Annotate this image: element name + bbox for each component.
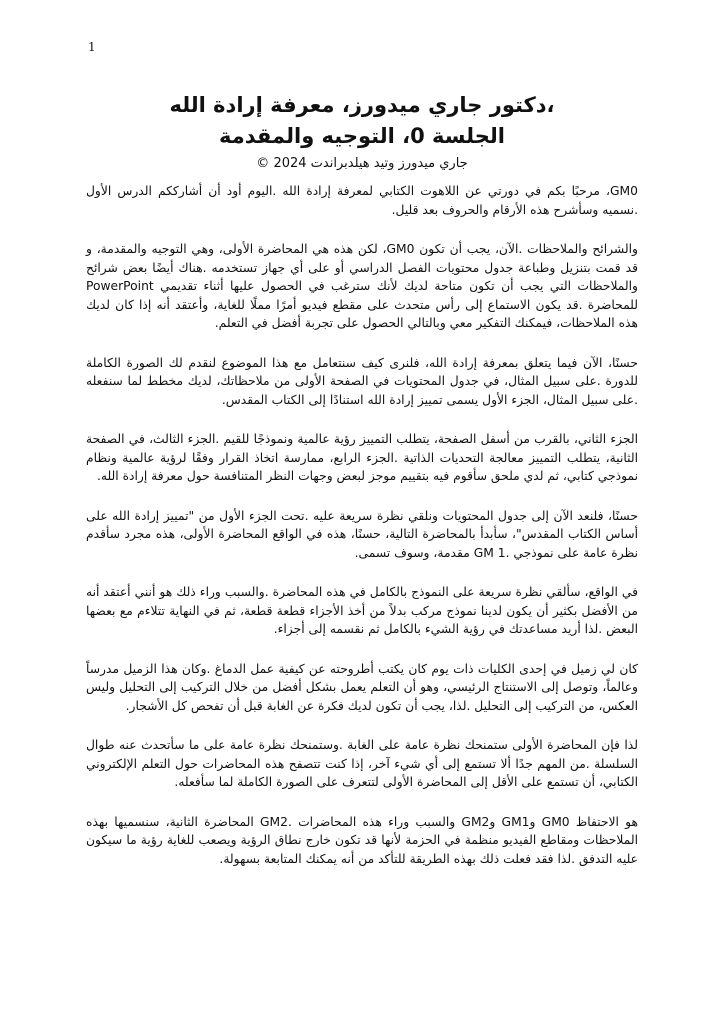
paragraph: هو الاحتفاظ GM0 وGM1 وGM2 والسبب وراء هذه المحاضرات .GM2 المحاضرة الثانية، سنسميها بهذه الملاحظات ومقاطع الفيديو منظمة في الحزمة لأنها قد تكون خارج نطاق الرؤية ويصعب للغاية رؤية ما سيكون عليه التدفق .لذا فقد فعلت ذلك بهذه الطريقة للتأكد من أنه يمكنك المتابعة بسهولة. xyxy=(86,814,638,866)
title-line-1: ،دكتور جاري ميدورز، معرفة إرادة الله xyxy=(169,93,555,117)
document-header xyxy=(80,90,644,174)
paragraph: حسنًا، فلنعد الآن إلى جدول المحتويات ونلقي نظرة سريعة عليه .تحت الجزء الأول من "تمييز إرادة الله على أساس الكتاب المقدس"، سأبدأ بالمحاضرة التالية، حسنًا، هذه في الواقع المحاضرة الأولى، هذه مجرد سأقدم نظرة عامة على نموذجي .GM 1 مقدمة، وسوف تسمى. xyxy=(86,508,638,560)
paragraph: حسنًا، الآن فيما يتعلق بمعرفة إرادة الله، فلنرى كيف سنتعامل مع هذا الموضوع لنقدم لك الصورة الكاملة للدورة .على سبيل المثال، في جدول المحتويات في الصفحة الأولى من ملاحظاتك، لديك مخطط لما سنفعله .على سبيل المثال، الجزء الأول يسمى تمييز إرادة الله استنادًا إلى الكتاب المقدس. xyxy=(86,355,638,407)
paragraph: والشرائح والملاحظات .الآن، يجب أن تكون GM0، لكن هذه هي المحاضرة الأولى، وهي التوجيه والمقدمة، و قد قمت بتنزيل وطباعة جدول محتويات الفصل الدراسي أو على أي جهاز تستخدمه .هناك أيضًا بعض شرائح والملاحظات التي يجب أن تكون متاحة لديك لأنك سترغب في الحصول عليها أثناء تقديمي PowerPoint للمحاضرة .قد يكون الاستماع إلى رأس متحدث على مقطع فيديو أمرًا مملًا للغاية، وأعتقد أنه إذا كان لديك هذه الملاحظات، فيمكنك التفكير معي وبالتالي الحصول على تجربة أفضل في التعلم. xyxy=(86,242,638,330)
paragraph: لذا فإن المحاضرة الأولى ستمنحك نظرة عامة على الغابة .وستمنحك نظرة عامة على ما سأتحدث عنه طوال السلسلة .من المهم جدًا ألا تستمع إلى أي شيء آخر، إذا كنت تتصفح هذه المحاضرات حول التعلم الإلكتروني الكتابي، أن تستمع على الأقل إلى المحاضرة الأولى لتتعرف على الصورة الكاملة لما سأفعله. xyxy=(86,738,638,789)
paragraph: في الواقع، سألقي نظرة سريعة على النموذج بالكامل في هذه المحاضرة .والسبب وراء ذلك هو أنني أعتقد أنه من الأفضل بكثير أن يكون لدينا نموذج مركب بدلاً من أخذ الأجزاء قطعة قطعة، ثم في النهاية تتلاءم مع بعضها البعض .لذا أريد مساعدتك في رؤية الشيء بالكامل ثم نقسمه إلى أجزاء. xyxy=(86,585,638,636)
paragraph: الجزء الثاني، بالقرب من أسفل الصفحة، يتطلب التمييز رؤية عالمية ونموذجًا للقيم .الجزء الثالث، في الصفحة الثانية، يتطلب التمييز معالجة التحديات الذاتية .الجزء الرابع، ممارسة اتخاذ القرار وفقًا لرؤية عالمية ونظام نموذجي كتابي، ثم لدي ملحق سأقوم فيه بتقييم موجز لبعض وجهات النظر المتنافسة حول معرفة إرادة الله. xyxy=(86,432,638,483)
copyright-line: جاري ميدورز وتيد هيلدبراندت 2024 © xyxy=(256,156,468,171)
title-line-2: الجلسة 0، التوجيه والمقدمة xyxy=(219,124,505,148)
page-number: 1 xyxy=(88,40,96,54)
paragraph: GM0، مرحبًا بكم في دورتي عن اللاهوت الكتابي لمعرفة إرادة الله .اليوم أود أن أشارككم الدرس الأول .نسميه وسأشرح هذه الأرقام والحروف بعد قليل. xyxy=(86,184,638,217)
paragraph: كان لي زميل في إحدى الكليات ذات يوم كان يكتب أطروحته عن كيفية عمل الدماغ .وكان هذا الزميل مدرساً وعالماً، وتوصل إلى الاستنتاج الرئيسي، وهو أن التعلم يعمل بشكل أفضل من خلال التركيب إلى التحليل وليس العكس، من التركيب إلى التحليل .لذا، يجب أن تكون لديك فكرة عن الغابة قبل أن تفحص كل الأشجار. xyxy=(86,661,638,713)
document-body xyxy=(86,182,638,889)
